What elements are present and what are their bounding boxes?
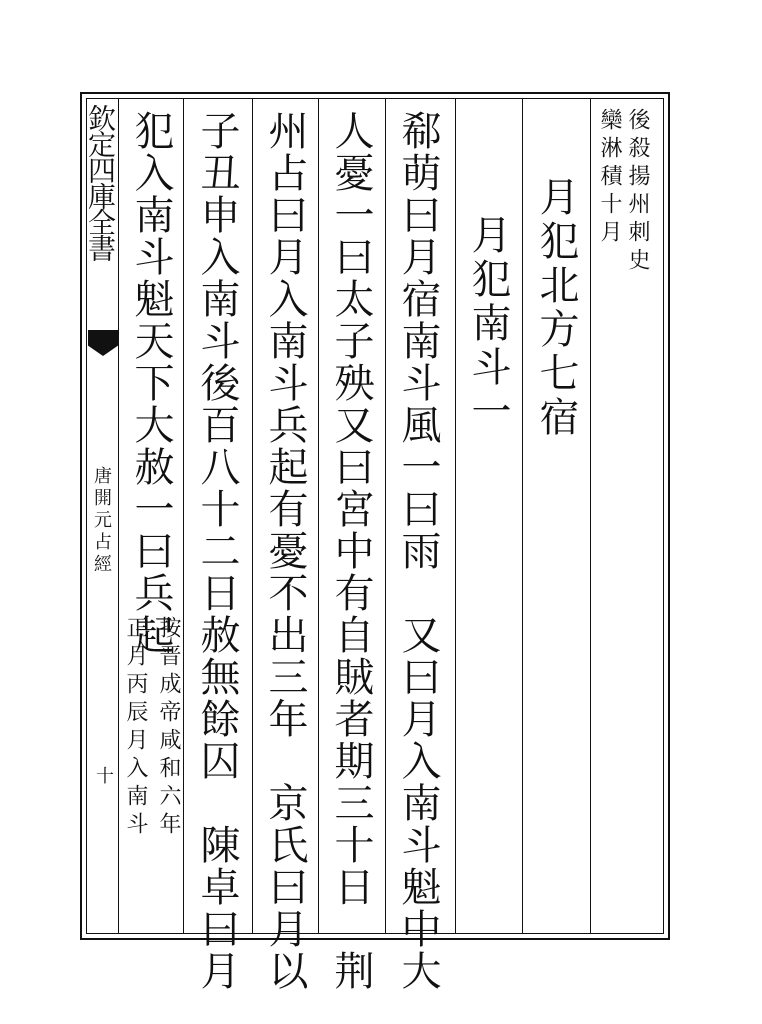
- column-divider: [118, 98, 119, 934]
- text-column: 犯入南斗魁天下大赦一曰兵起: [128, 110, 174, 656]
- annotation-line: 按晋成帝咸和六年: [156, 616, 181, 840]
- annotation-line: 欒淋積十月: [597, 108, 622, 248]
- column-divider: [590, 98, 591, 934]
- annotation-line: 正月丙辰月入南斗: [123, 616, 148, 840]
- annotation-line: 後殺揚州刺史: [625, 108, 650, 276]
- column-divider: [455, 98, 456, 934]
- sub-heading: 月犯南斗一: [465, 214, 511, 434]
- column-divider: [252, 98, 253, 934]
- page-number: 十: [93, 766, 114, 788]
- column-divider: [183, 98, 184, 934]
- section-heading: 月犯北方七宿: [533, 176, 579, 440]
- column-divider: [318, 98, 319, 934]
- text-column: 人憂一曰太子殃又曰宮中有自賊者期三十日 荆: [328, 110, 374, 992]
- book-section: 唐開元占經: [91, 466, 112, 576]
- text-column: 州占曰月入南斗兵起有憂不出三年 京氏曰月以: [262, 110, 308, 992]
- text-column: 郗萌曰月宿南斗風一曰雨 又曰月入南斗魁中大: [395, 110, 441, 992]
- column-divider: [522, 98, 523, 934]
- column-divider: [385, 98, 386, 934]
- book-title: 欽定四庫全書: [84, 104, 117, 260]
- text-column: 子丑申入南斗後百八十二日赦無餘囚 陳卓曰月: [194, 110, 240, 992]
